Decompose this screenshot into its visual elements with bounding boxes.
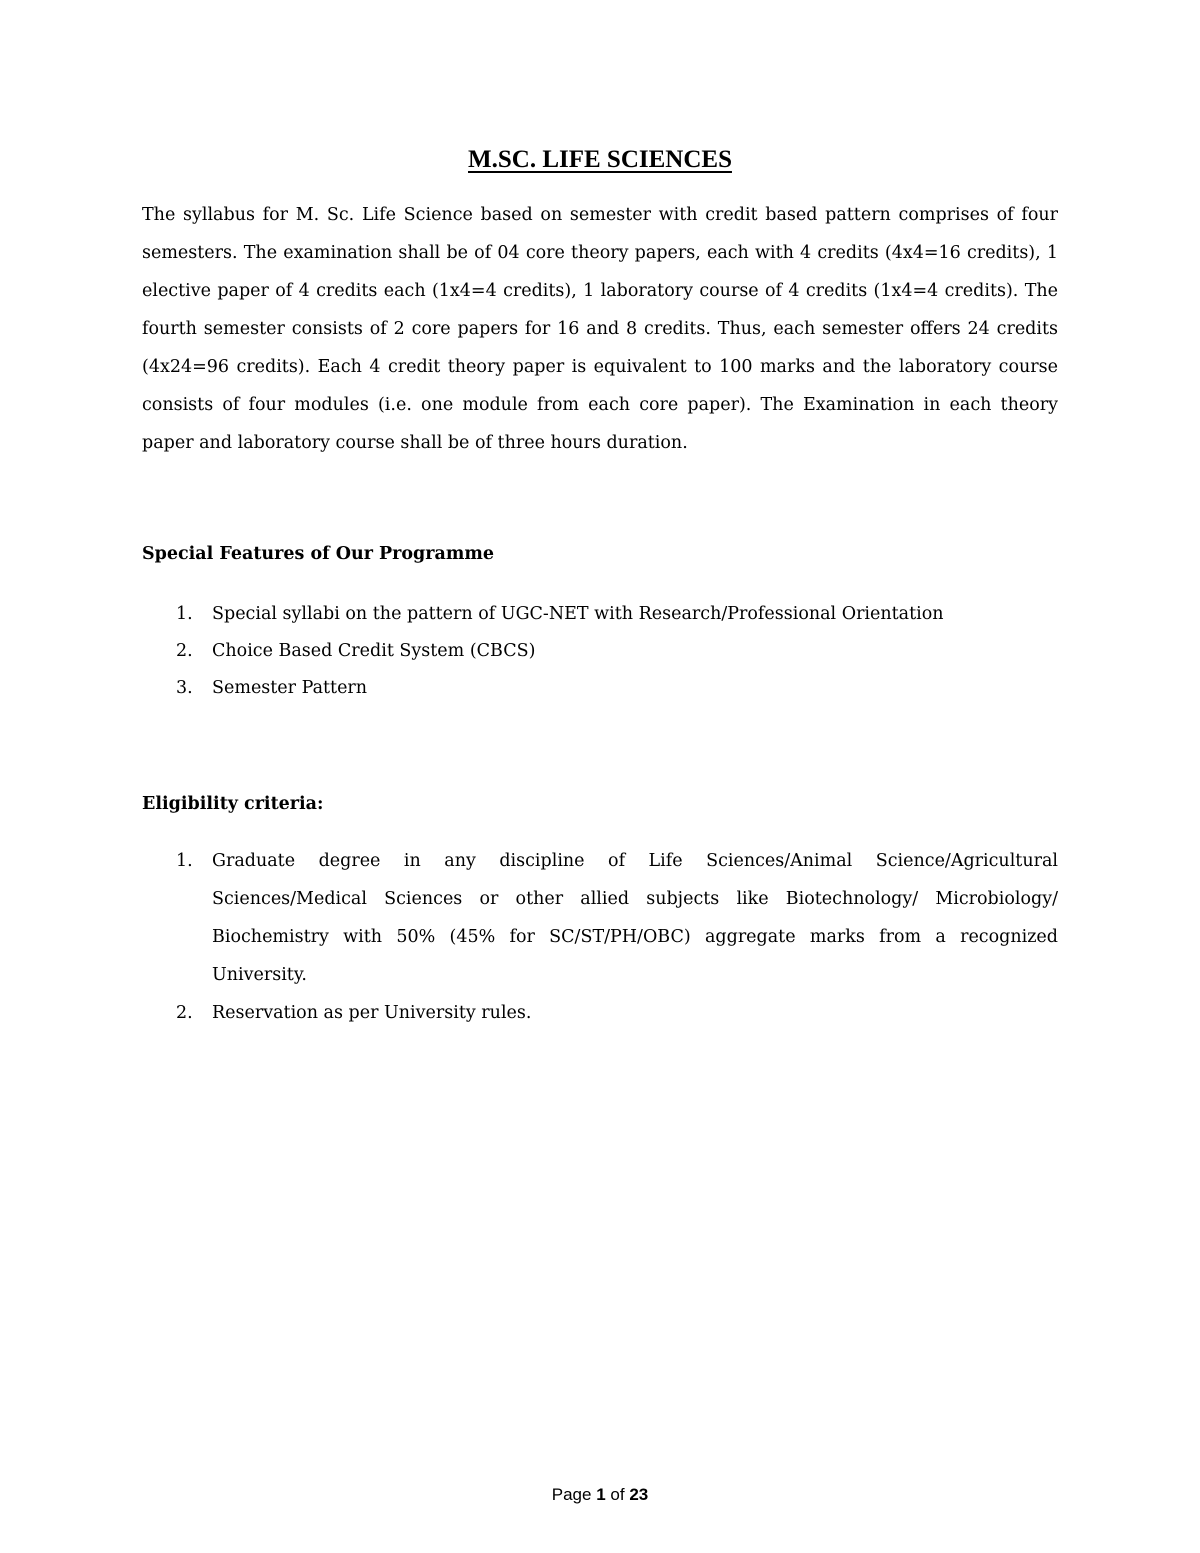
list-item (142, 633, 1058, 670)
list-item-number: 3. (176, 678, 193, 698)
document-title: M.SC. LIFE SCIENCES (468, 146, 732, 173)
eligibility-heading: Eligibility criteria: (142, 794, 324, 814)
list-item-text: Semester Pattern (212, 678, 368, 698)
list-item (142, 596, 1058, 633)
list-item-text: Reservation as per University rules. (212, 1003, 532, 1023)
page-total: 23 (629, 1485, 649, 1504)
list-item-number: 1. (176, 604, 193, 624)
list-item-number: 1. (176, 851, 193, 871)
list-item (142, 994, 1058, 1032)
list-item (142, 842, 1058, 994)
list-item-text: Graduate degree in any discipline of Life Sciences/Animal Science/Agricultural Sciences/Medical Sciences or other allied subjects like Biotechnology/ Microbiology/ Biochemistry with 50% (45% for SC/ST/PH/OBC) aggregate marks from a recognized University. (212, 851, 1058, 985)
page-of-label: of (610, 1485, 625, 1504)
list-item-text: Special syllabi on the pattern of UGC-NET with Research/Professional Orientation (212, 604, 944, 624)
list-item (142, 670, 1058, 707)
page-footer (0, 1483, 1200, 1507)
features-list (142, 596, 1058, 707)
page-current: 1 (596, 1485, 606, 1504)
intro-paragraph: The syllabus for M. Sc. Life Science based on semester with credit based pattern comprises of four semesters. The examination shall be of 04 core theory papers, each with 4 credits (4x4=16 credits), 1 elective paper of 4 credits each (1x4=4 credits), 1 laboratory course of 4 credits (1x4=4 credits). The fourth semester consists of 2 core papers for 16 and 8 credits. Thus, each semester offers 24 credits (4x24=96 credits). Each 4 credit theory paper is equivalent to 100 marks and the laboratory course consists of four modules (i.e. one module from each core paper). The Examination in each theory paper and laboratory course shall be of three hours duration. (142, 205, 1058, 453)
list-item-number: 2. (176, 1003, 193, 1023)
eligibility-list (142, 842, 1058, 1032)
features-heading: Special Features of Our Programme (142, 544, 495, 564)
page-label: Page (551, 1485, 592, 1504)
list-item-number: 2. (176, 641, 193, 661)
list-item-text: Choice Based Credit System (CBCS) (212, 641, 536, 661)
